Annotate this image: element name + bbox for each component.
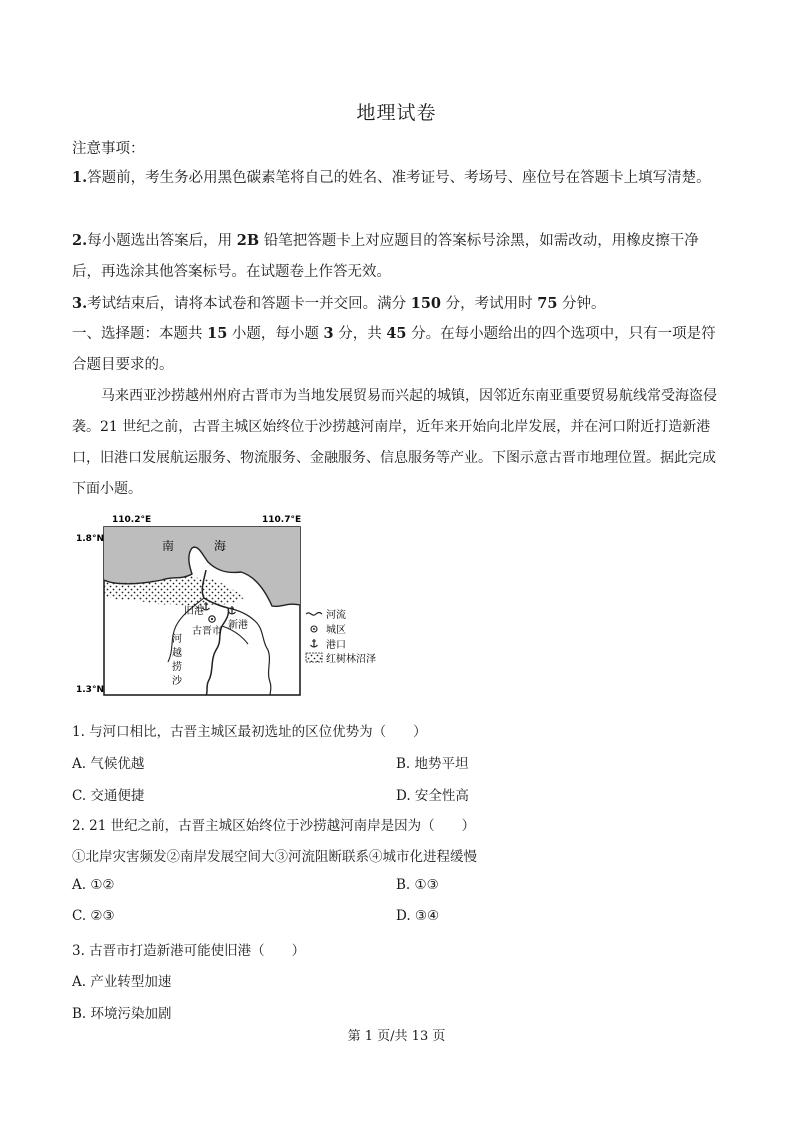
notice-3 [72, 288, 726, 320]
section-text-b: 小题，每小题 [227, 326, 324, 342]
notice-heading: 注意事项： [72, 141, 145, 157]
notice-2-text-b: 铅笔把答题卡上对应题目的答案标号涂黑，如需改动，用橡皮擦干净后，再选涂其他答案标号。在试题卷上作答无效。 [72, 233, 699, 280]
question-2-stem: 2. 21 世纪之前，古晋主城区始终位于沙捞越河南岸是因为（ ） [72, 818, 476, 834]
reading-passage: 马来西亚沙捞越州州府古晋市为当地发展贸易而兴起的城镇，因邻近东南亚重要贸易航线常受海盗侵袭。21 世纪之前，古晋主城区始终位于沙捞越河南岸，近年来开始向北岸发展，并在河口附近打造新港口，旧港口发展航运服务、物流服务、金融服务、信息服务等产业。下图示意古晋市地理位置。据此完成下面小题。 [72, 388, 717, 497]
lat-bottom-label: 1.3°N [76, 685, 104, 695]
notice-2-bold: 2B [236, 232, 260, 249]
notice-3-bold-a: 150 [410, 295, 442, 312]
map-legend [306, 608, 376, 665]
section-num-3: 45 [386, 325, 407, 342]
notice-3-num: 3. [72, 295, 88, 312]
notice-1-num: 1. [72, 169, 88, 186]
page-footer: 第 1 页/共 13 页 [347, 1029, 446, 1044]
legend-city-label: 城区 [326, 625, 346, 636]
anchor-symbol-icon [311, 639, 318, 647]
sea-label-2: 海 [214, 539, 227, 553]
q1-option-d[interactable]: D. 安全性高 [396, 788, 469, 804]
q3-option-a[interactable]: A. 产业转型加速 [72, 974, 172, 990]
lat-top-label: 1.8°N [76, 534, 104, 544]
lon-left-label: 110.2°E [112, 515, 152, 525]
q2-option-c[interactable]: C. ②③ [72, 908, 115, 924]
river-char-1: 河 [172, 634, 182, 645]
section-heading [72, 318, 726, 381]
legend-mangrove-label: 红树林沼泽 [326, 654, 376, 665]
section-text-a: 一、选择题：本题共 [72, 326, 208, 342]
notice-3-text-a: 考试结束后，请将本试卷和答题卡一并交回。满分 [87, 296, 411, 312]
sea-label-1: 南 [162, 539, 175, 553]
section-num-1: 15 [207, 325, 228, 342]
section-num-2: 3 [323, 325, 334, 342]
notice-2 [72, 225, 726, 288]
q1-option-b[interactable]: B. 地势平坦 [396, 756, 469, 772]
q3-option-b[interactable]: B. 环境污染加剧 [72, 1006, 172, 1022]
notice-2-num: 2. [72, 232, 88, 249]
q1-option-a[interactable]: A. 气候优越 [72, 756, 145, 772]
q2-option-a[interactable]: A. ①② [72, 877, 115, 893]
notice-3-text-b: 分，考试用时 [441, 296, 538, 312]
location-map [76, 510, 406, 700]
river-char-3: 捞 [172, 662, 182, 673]
lon-right-label: 110.7°E [262, 515, 302, 525]
river-symbol-icon [306, 613, 322, 616]
notice-1 [72, 162, 726, 194]
river-char-4: 沙 [172, 676, 182, 687]
notice-2-text-a: 每小题选出答案后，用 [87, 233, 237, 249]
question-2-statements: ①北岸灾害频发②南岸发展空间大③河流阻断联系④城市化进程缓慢 [72, 849, 477, 865]
river-char-2: 越 [172, 648, 182, 659]
section-text-d: 分。在每小题给出的四个选项中，只有一项是符合题目要求的。 [72, 326, 716, 373]
q1-option-c[interactable]: C. 交通便捷 [72, 788, 145, 804]
question-3-stem: 3. 古晋市打造新港可能使旧港（ ） [72, 943, 306, 959]
legend-river-label: 河流 [326, 610, 346, 621]
new-port-label: 新港 [228, 620, 248, 631]
mangrove-swamp-pattern-icon [306, 653, 322, 662]
legend-port-label: 港口 [326, 640, 346, 651]
q2-option-d[interactable]: D. ③④ [396, 908, 440, 924]
notice-3-bold-b: 75 [537, 295, 558, 312]
old-port-label: 旧港 [184, 606, 204, 617]
question-1-stem: 1. 与河口相比，古晋主城区最初选址的区位优势为（ ） [72, 724, 427, 740]
notice-1-text: 答题前，考生务必用黑色碳素笔将自己的姓名、准考证号、考场号、座位号在答题卡上填写清楚。 [87, 170, 711, 186]
page-title: 地理试卷 [356, 102, 437, 124]
q2-option-b[interactable]: B. ①③ [396, 877, 439, 893]
city-label: 古晋市 [192, 626, 222, 637]
section-text-c: 分，共 [333, 326, 387, 342]
notice-3-text-c: 分钟。 [557, 296, 606, 312]
